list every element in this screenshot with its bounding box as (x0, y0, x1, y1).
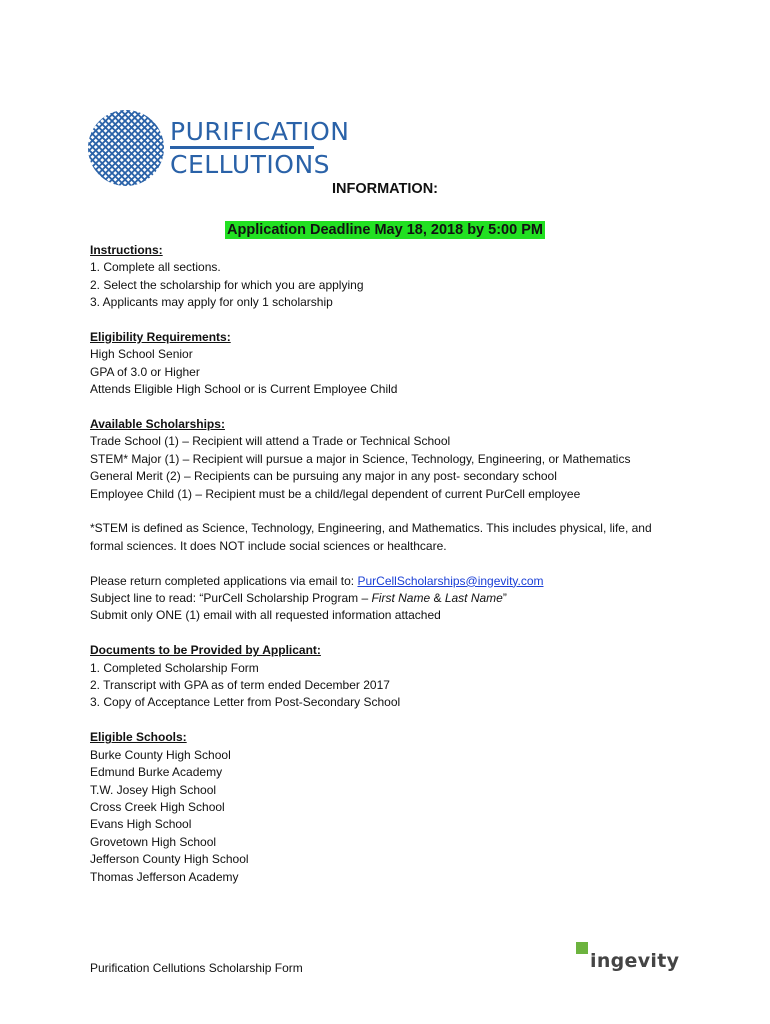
document-body (90, 242, 690, 886)
deadline-highlight: Application Deadline May 18, 2018 by 5:00 PM (227, 222, 543, 238)
eligibility-item: GPA of 3.0 or Higher (90, 364, 200, 379)
scholarships-heading: Available Scholarships: (90, 417, 225, 432)
ingevity-wordmark: ingevity (590, 950, 680, 972)
stem-note: *STEM is defined as Science, Technology, Engineering, and Mathematics. This includes physical, life, and (90, 521, 652, 536)
scholarship-item: Trade School (1) – Recipient will attend a Trade or Technical School (90, 434, 451, 449)
documents-heading: Documents to be Provided by Applicant: (90, 643, 321, 658)
submit-note: Submit only ONE (1) email with all requested information attached (90, 608, 441, 623)
subject-last-name: Last Name (444, 591, 503, 606)
logo-line-cellutions: CELLUTIONS (170, 150, 331, 179)
footer-text: Purification Cellutions Scholarship Form (90, 961, 303, 975)
eligibility-heading: Eligibility Requirements: (90, 330, 231, 345)
subject-suffix: ” (502, 591, 507, 606)
school-item: Jefferson County High School (90, 852, 249, 867)
school-item: Evans High School (90, 817, 192, 832)
instruction-item: 1. Complete all sections. (90, 260, 221, 275)
ingevity-logo (576, 942, 686, 976)
logo-divider (170, 146, 314, 149)
application-deadline (0, 221, 770, 239)
schools-heading: Eligible Schools: (90, 730, 187, 745)
subject-first-name: First Name (371, 591, 431, 606)
email-link[interactable]: PurCellScholarships@ingevity.com (357, 573, 544, 588)
school-item: T.W. Josey High School (90, 782, 217, 797)
logo-line-purification: PURIFICATION (170, 117, 350, 146)
school-item: Thomas Jefferson Academy (90, 869, 239, 884)
subject-prefix: Subject line to read: “PurCell Scholarship Program – (90, 591, 372, 606)
school-item: Cross Creek High School (90, 799, 225, 814)
eligibility-item: Attends Eligible High School or is Current Employee Child (90, 382, 398, 397)
globe-logo-icon (86, 108, 166, 188)
purification-cellutions-logo (86, 108, 350, 188)
scholarship-item: STEM* Major (1) – Recipient will pursue a major in Science, Technology, Engineering, or Mathematics (90, 451, 631, 466)
eligibility-item: High School Senior (90, 347, 193, 362)
instruction-item: 3. Applicants may apply for only 1 scholarship (90, 295, 333, 310)
return-text: Please return completed applications via email to: (90, 573, 358, 588)
instruction-item: 2. Select the scholarship for which you are applying (90, 277, 364, 292)
scholarship-item: General Merit (2) – Recipients can be pursuing any major in any post- secondary school (90, 469, 557, 484)
school-item: Grovetown High School (90, 834, 217, 849)
document-item: 2. Transcript with GPA as of term ended December 2017 (90, 678, 390, 693)
return-instructions (90, 573, 690, 590)
document-item: 1. Completed Scholarship Form (90, 660, 259, 675)
document-item: 3. Copy of Acceptance Letter from Post-Secondary School (90, 695, 401, 710)
subject-amp: & (430, 591, 445, 606)
ingevity-square-icon (576, 942, 588, 954)
instructions-heading: Instructions: (90, 243, 163, 257)
school-item: Edmund Burke Academy (90, 765, 223, 780)
school-item: Burke County High School (90, 747, 231, 762)
information-title: INFORMATION: (331, 181, 439, 197)
scholarship-item: Employee Child (1) – Recipient must be a child/legal dependent of current PurCell employee (90, 486, 581, 501)
stem-note: formal sciences. It does NOT include social sciences or healthcare. (90, 538, 447, 553)
subject-line (90, 590, 690, 607)
